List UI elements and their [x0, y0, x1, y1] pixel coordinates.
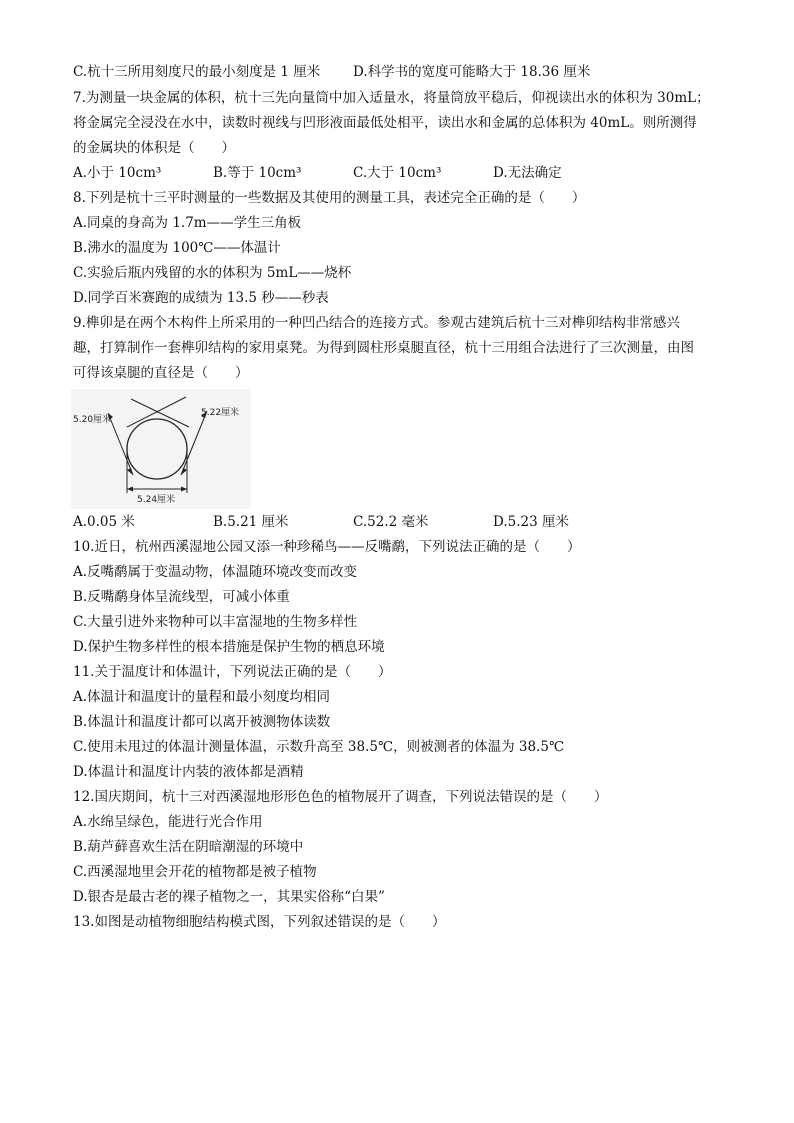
q7-stem-line1: 7.为测量一块金属的体积，杭十三先向量筒中加入适量水，将量筒放平稳后，仰视读出水的体积为 30mL； — [73, 90, 710, 106]
q7-option-c: C.大于 10cm³ — [353, 165, 442, 181]
q9-option-b: B.5.21 厘米 — [213, 514, 289, 530]
label-bottom-measure: 5.24厘米 — [137, 495, 176, 505]
q7-option-b: B.等于 10cm³ — [213, 165, 302, 181]
q7-option-a: A.小于 10cm³ — [73, 165, 162, 181]
q11-option-a: A.体温计和温度计的量程和最小刻度均相同 — [73, 689, 331, 705]
q12-option-a: A.水绵呈绿色，能进行光合作用 — [73, 814, 263, 830]
figure-background — [71, 389, 251, 509]
q11-option-c: C.使用未甩过的体温计测量体温，示数升高至 38.5℃，则被测者的体温为 38.5℃ — [73, 739, 565, 755]
q8-stem: 8.下列是杭十三平时测量的一些数据及其使用的测量工具，表述完全正确的是（ ） — [73, 190, 586, 206]
q10-option-a: A.反嘴鹬属于变温动物，体温随环境改变而改变 — [73, 564, 358, 580]
q11-stem: 11.关于温度计和体温计，下列说法正确的是（ ） — [73, 664, 392, 680]
q8-option-a: A.同桌的身高为 1.7m——学生三角板 — [73, 215, 302, 231]
q13-stem: 13.如图是动植物细胞结构模式图，下列叙述错误的是（ ） — [73, 914, 446, 930]
q8-option-b: B.沸水的温度为 100℃——体温计 — [73, 240, 281, 256]
q9-option-a: A.0.05 米 — [73, 514, 135, 530]
q8-option-d: D.同学百米赛跑的成绩为 13.5 秒——秒表 — [73, 290, 329, 306]
q6-option-d: D.科学书的宽度可能略大于 18.36 厘米 — [353, 64, 591, 80]
q9-option-c: C.52.2 毫米 — [353, 514, 429, 530]
q12-option-d: D.银杏是最古老的裸子植物之一，其果实俗称“白果” — [73, 889, 385, 905]
label-right-measure: 5.22厘米 — [201, 408, 240, 418]
q9-stem-line2: 趣，打算制作一套榫卯结构的家用桌凳。为得到圆柱形桌腿直径，杭十三用组合法进行了三次测量，由图 — [73, 340, 694, 356]
label-left-measure: 5.20厘米 — [73, 415, 112, 425]
q11-option-b: B.体温计和温度计都可以离开被测物体读数 — [73, 714, 331, 730]
diameter-diagram — [71, 389, 251, 509]
q10-option-c: C.大量引进外来物种可以丰富湿地的生物多样性 — [73, 614, 358, 630]
q12-option-c: C.西溪湿地里会开花的植物都是被子植物 — [73, 864, 317, 880]
q6-option-c: C.杭十三所用刻度尺的最小刻度是 1 厘米 — [73, 64, 321, 80]
q7-stem-line2: 将金属完全浸没在水中，读数时视线与凹形液面最低处相平，读出水和金属的总体积为 40mL。则所测得 — [73, 115, 697, 131]
q12-stem: 12.国庆期间，杭十三对西溪湿地形形色色的植物展开了调查，下列说法错误的是（ ） — [73, 789, 608, 805]
q10-stem: 10.近日，杭州西溪湿地公园又添一种珍稀鸟——反嘴鹬，下列说法正确的是（ ） — [73, 539, 581, 555]
q9-stem-line3: 可得该桌腿的直径是（ ） — [73, 365, 249, 381]
q9-figure — [71, 389, 251, 509]
q10-option-d: D.保护生物多样性的根本措施是保护生物的栖息环境 — [73, 639, 385, 655]
q12-option-b: B.葫芦藓喜欢生活在阴暗潮湿的环境中 — [73, 839, 304, 855]
q10-option-b: B.反嘴鹬身体呈流线型，可减小体重 — [73, 589, 290, 605]
q11-option-d: D.体温计和温度计内装的液体都是酒精 — [73, 764, 304, 780]
q8-option-c: C.实验后瓶内残留的水的体积为 5mL——烧杯 — [73, 265, 352, 281]
q7-option-d: D.无法确定 — [493, 165, 562, 181]
q9-stem-line1: 9.榫卯是在两个木构件上所采用的一种凹凸结合的连接方式。参观古建筑后杭十三对榫卯结构非常感兴 — [73, 315, 680, 331]
q7-stem-line3: 的金属块的体积是（ ） — [73, 140, 235, 156]
q9-option-d: D.5.23 厘米 — [493, 514, 569, 530]
